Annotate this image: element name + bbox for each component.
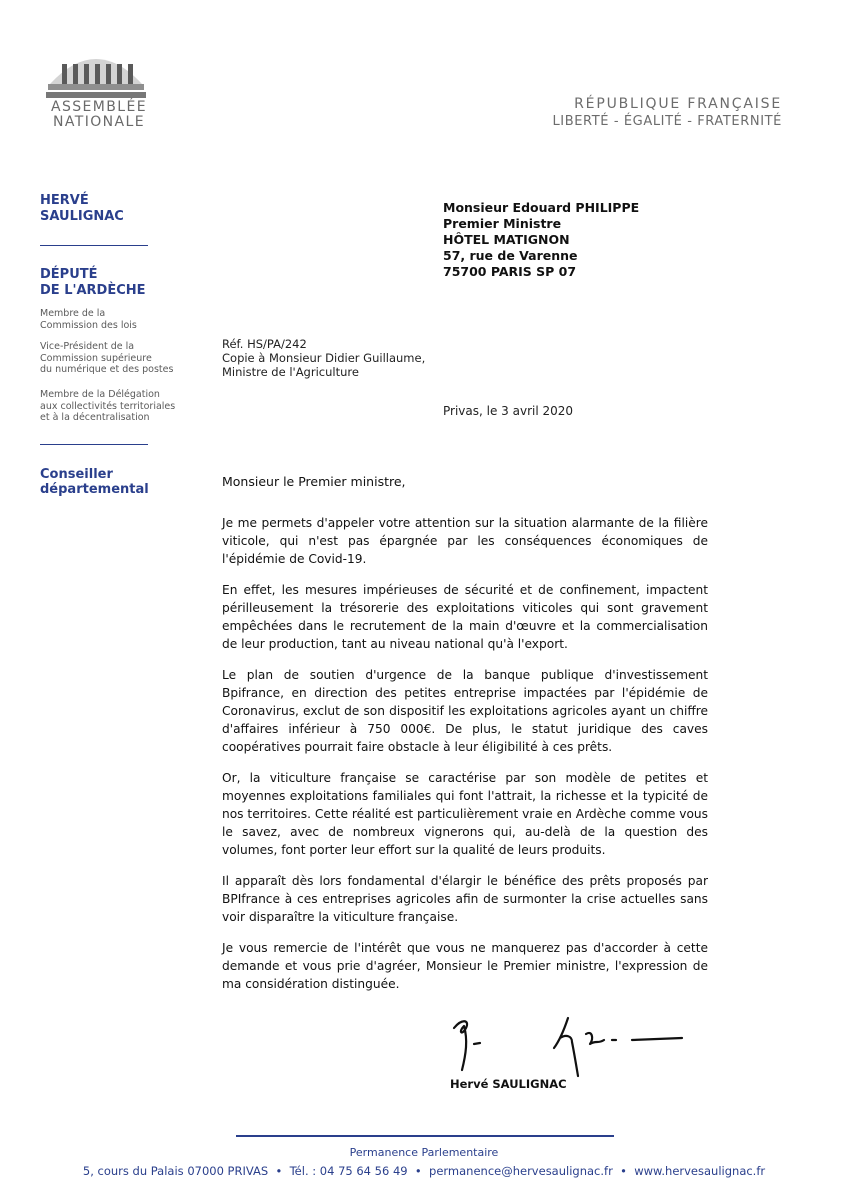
recipient-address (443, 200, 639, 280)
membership2-line3: du numérique et des postes (40, 364, 174, 375)
recipient-street: 57, rue de Varenne (443, 248, 578, 263)
council-line1: Conseiller (40, 467, 113, 482)
council-role (40, 467, 149, 497)
membership3-line3: et à la décentralisation (40, 412, 150, 423)
bullet-separator: • (271, 1164, 286, 1178)
reference-block (222, 337, 425, 379)
council-line2: départemental (40, 482, 149, 497)
logo-line1: ASSEMBLÉE (51, 99, 147, 115)
membership1-line1: Membre de la (40, 308, 106, 319)
recipient-name: Monsieur Edouard PHILIPPE (443, 200, 640, 215)
membership1-line2: Commission des lois (40, 319, 137, 331)
paragraph: Or, la viticulture française se caractérise par son modèle de petites et moyennes exploitations familiales qui font l'attrait, la richesse et la typicité de nos territoires. Cette réalité est particulièrement vraie en Ardèche comme vous le savez, avec de nombreux vignerons qui, au-delà de la question des volumes, font porter leur effort sur la qualité de leurs produits. (222, 771, 708, 857)
salutation: Monsieur le Premier ministre, (222, 474, 406, 489)
membership2-line1: Vice-Président de la (40, 341, 135, 352)
membership-commission-lois (40, 308, 137, 331)
reference-number: Réf. HS/PA/242 (222, 337, 307, 351)
logo-text (44, 100, 154, 130)
deputy-name (40, 193, 124, 225)
letter-body (222, 514, 708, 1006)
deputy-role (40, 267, 146, 299)
footer-email[interactable]: permanence@hervesaulignac.fr (429, 1164, 613, 1178)
membership-numerique (40, 341, 173, 376)
sidebar-divider (40, 245, 148, 246)
sidebar-divider-2 (40, 444, 148, 445)
membership-delegation (40, 389, 175, 424)
assemblee-nationale-building-icon (44, 40, 148, 102)
republic-motto: LIBERTÉ - ÉGALITÉ - FRATERNITÉ (552, 114, 782, 129)
recipient-title: Premier Ministre (443, 216, 562, 231)
paragraph: Je me permets d'appeler votre attention sur la situation alarmante de la filière viticole, qui n'est pas épargnée par les conséquences économiques de l'épidémie de Covid-19. (222, 516, 708, 566)
role-line1: DÉPUTÉ (40, 267, 98, 282)
membership3-line2: aux collectivités territoriales (40, 400, 176, 412)
membership3-line1: Membre de la Délégation (40, 389, 160, 400)
paragraph: Il apparaît dès lors fondamental d'élargir le bénéfice des prêts proposés par BPIfrance à ces entreprises agricoles afin de surmonter la crise actuelles sans voir disparaître la viticulture française. (222, 874, 708, 924)
letter-date: Privas, le 3 avril 2020 (443, 404, 574, 418)
bullet-separator: • (411, 1164, 426, 1178)
role-line2: DE L'ARDÈCHE (40, 283, 146, 298)
signatory-name: Hervé SAULIGNAC (450, 1077, 567, 1091)
handwritten-signature (436, 1010, 706, 1080)
footer-address: 5, cours du Palais 07000 PRIVAS (82, 1164, 269, 1178)
footer-phone: Tél. : 04 75 64 56 49 (289, 1164, 408, 1178)
copy-line2: Ministre de l'Agriculture (222, 365, 359, 379)
footer-contact (0, 1164, 848, 1178)
recipient-building: HÔTEL MATIGNON (443, 232, 570, 247)
paragraph: Je vous remercie de l'intérêt que vous ne manquerez pas d'accorder à cette demande et vous prie d'agréer, Monsieur le Premier ministre, l'expression de ma considération distinguée. (222, 941, 708, 991)
paragraph: Le plan de soutien d'urgence de la banque publique d'investissement Bpifrance, en direction des petites entreprise impactées par l'épidémie de Coronavirus, exclut de son dispositif les exploitations agricoles ayant un chiffre d'affaires inférieur à 750 000€. De plus, le statut juridique des caves coopératives pourrait faire obstacle à leur éligibilité à ces prêts. (222, 668, 708, 754)
paragraph: En effet, les mesures impérieuses de sécurité et de confinement, impactent périlleusement la trésorerie des exploitations viticoles qui sont gravement empêchées dans le recrutement de la main d'œuvre et la commercialisation de leur production, tant au niveau national qu'à l'export. (222, 583, 708, 651)
deputy-last-name: SAULIGNAC (40, 209, 124, 224)
logo-line2: NATIONALE (53, 114, 145, 130)
copy-line1: Copie à Monsieur Didier Guillaume, (222, 351, 426, 365)
deputy-first-name: HERVÉ (40, 193, 89, 208)
republic-title: RÉPUBLIQUE FRANÇAISE (574, 96, 782, 112)
recipient-city: 75700 PARIS SP 07 (443, 264, 577, 279)
bullet-separator: • (616, 1164, 631, 1178)
footer-title: Permanence Parlementaire (349, 1146, 499, 1159)
membership2-line2: Commission supérieure (40, 352, 152, 364)
republic-header (552, 95, 782, 131)
footer-divider (236, 1135, 614, 1137)
footer-website[interactable]: www.hervesaulignac.fr (634, 1164, 766, 1178)
